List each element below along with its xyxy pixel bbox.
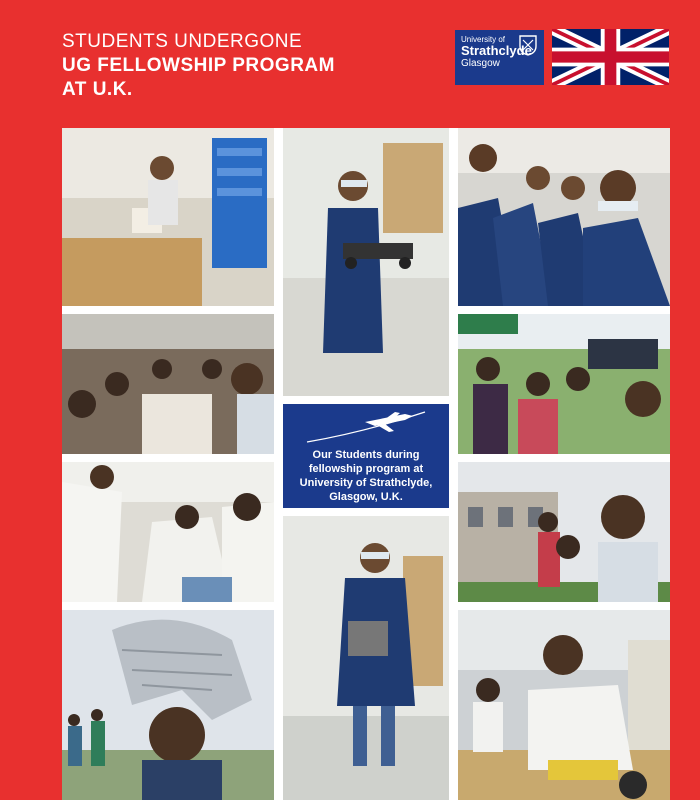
photo-workshop-student bbox=[458, 610, 670, 800]
page-header bbox=[62, 30, 335, 102]
logo-line-3: Glasgow bbox=[461, 58, 500, 69]
crest-icon bbox=[518, 34, 538, 56]
header-line-3: AT U.K. bbox=[62, 79, 133, 100]
caption-box bbox=[283, 404, 449, 508]
logo-line-1: University of bbox=[461, 35, 506, 44]
uk-flag-icon bbox=[552, 29, 669, 85]
photo-kelpies-selfie bbox=[62, 610, 274, 800]
photo-student-holding-robot bbox=[283, 516, 449, 800]
photo-campus-selfie bbox=[458, 462, 670, 602]
logo-line-2: Strathclyde bbox=[461, 43, 532, 58]
header-line-2: UG FELLOWSHIP PROGRAM bbox=[62, 55, 335, 76]
photo-group-dinner bbox=[62, 314, 274, 454]
photo-lab-workbench bbox=[62, 128, 274, 306]
header-line-1: STUDENTS UNDERGONE bbox=[62, 31, 303, 52]
photo-student-with-robot-car bbox=[283, 128, 449, 396]
airplane-icon bbox=[305, 410, 427, 444]
photo-group-with-goggles bbox=[458, 128, 670, 306]
caption-text: Our Students during fellowship program at University of Strathclyde, Glasgow, U.K. bbox=[299, 449, 433, 503]
photo-lab-experiment bbox=[62, 462, 274, 602]
photo-outdoor-selfie bbox=[458, 314, 670, 454]
university-logo bbox=[455, 30, 544, 85]
